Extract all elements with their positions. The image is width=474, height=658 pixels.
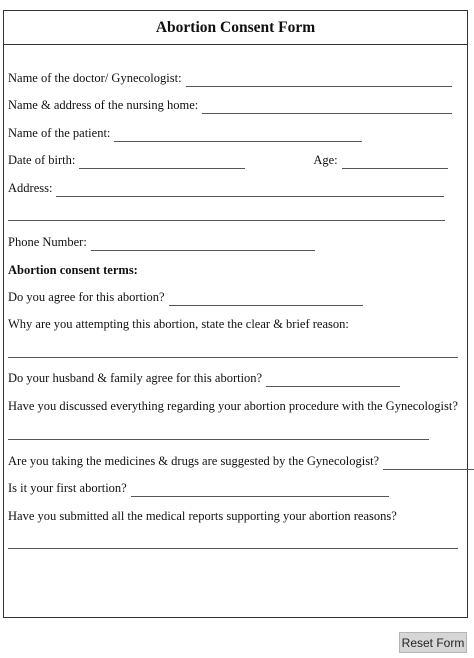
family-label: Do your husband & family agree for this abortion? (8, 371, 263, 385)
doctor-label: Name of the doctor/ Gynecologist: (8, 71, 182, 85)
phone-input[interactable] (91, 235, 315, 251)
reason-input[interactable] (8, 343, 458, 358)
discussed-input[interactable] (8, 425, 429, 440)
dob-label: Date of birth: (8, 153, 76, 167)
agree-input[interactable] (169, 290, 363, 306)
family-input[interactable] (266, 371, 400, 387)
medicines-label: Are you taking the medicines & drugs are suggested by the Gynecologist? (8, 454, 380, 468)
discussed-row (8, 399, 466, 415)
reports-row (8, 509, 466, 525)
address-label: Address: (8, 181, 53, 195)
family-row (8, 371, 466, 387)
phone-label: Phone Number: (8, 235, 87, 249)
nursing-home-row (8, 98, 466, 114)
first-input[interactable] (131, 481, 389, 497)
address-line-2[interactable] (8, 206, 445, 221)
agree-label: Do you agree for this abortion? (8, 290, 165, 304)
doctor-input[interactable] (186, 71, 452, 87)
address-input[interactable] (56, 181, 444, 197)
form-title: Abortion Consent Form (4, 11, 467, 45)
discussed-label: Have you discussed everything regarding your abortion procedure with the Gynecologist? (8, 399, 458, 413)
agree-row (8, 290, 466, 306)
reason-row (8, 317, 466, 333)
reports-input[interactable] (8, 534, 458, 549)
reason-label: Why are you attempting this abortion, state the clear & brief reason: (8, 317, 349, 331)
nursing-home-label: Name & address of the nursing home: (8, 98, 199, 112)
first-row (8, 481, 466, 497)
dob-input[interactable] (79, 153, 245, 169)
phone-row (8, 235, 466, 251)
address-row (8, 181, 466, 197)
patient-input[interactable] (114, 126, 362, 142)
patient-row (8, 126, 466, 142)
first-label: Is it your first abortion? (8, 481, 127, 495)
nursing-home-input[interactable] (202, 98, 452, 114)
age-label: Age: (313, 153, 338, 167)
dob-age-row (8, 153, 466, 169)
medicines-input[interactable] (383, 454, 474, 470)
terms-heading (8, 263, 466, 279)
reports-label: Have you submitted all the medical reports supporting your abortion reasons? (8, 509, 397, 523)
medicines-row (8, 454, 466, 470)
patient-label: Name of the patient: (8, 126, 111, 140)
doctor-row (8, 71, 466, 87)
reset-form-button[interactable]: Reset Form (399, 632, 467, 653)
terms-heading-text: Abortion consent terms: (8, 263, 138, 277)
age-input[interactable] (342, 153, 448, 169)
